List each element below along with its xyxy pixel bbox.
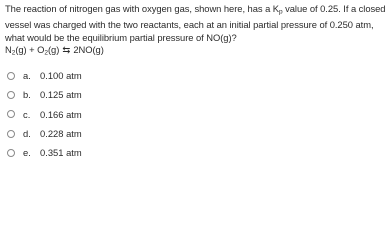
option-e[interactable] xyxy=(7,143,337,162)
question-line-1-text: The reaction of nitrogen gas with oxygen gas, shown here, has a K xyxy=(5,3,279,14)
equilibrium-arrow-icon: ⇆ xyxy=(62,45,71,57)
question-line-3: what would be the equilibrium partial pressure of NO(g)? xyxy=(5,31,237,43)
question-line-1 xyxy=(5,3,385,19)
radio-d[interactable] xyxy=(7,130,15,138)
option-e-letter: e. xyxy=(23,147,31,159)
radio-c[interactable] xyxy=(7,110,15,118)
reaction-equation xyxy=(5,44,349,60)
radio-e[interactable] xyxy=(7,149,15,157)
question-text xyxy=(5,3,385,60)
kp-subscript: p xyxy=(279,8,283,16)
question-line-2: vessel was charged with the two reactants, each at an initial partial pressure of 0.250 atm, xyxy=(5,19,374,31)
option-d-value: 0.228 atm xyxy=(40,128,82,140)
radio-a[interactable] xyxy=(7,72,15,80)
option-c-value: 0.166 atm xyxy=(40,108,82,120)
option-b-letter: b. xyxy=(23,89,31,101)
option-c[interactable] xyxy=(7,105,337,124)
question-line-1-tail: value of 0.25. If a closed xyxy=(282,3,385,14)
equation-o2-subscript: 2 xyxy=(44,49,48,57)
option-e-value: 0.351 atm xyxy=(40,147,82,159)
option-a[interactable] xyxy=(7,66,337,85)
option-d[interactable] xyxy=(7,124,337,143)
option-c-letter: c. xyxy=(23,108,31,120)
equation-product: 2NO(g) xyxy=(70,44,104,56)
equation-o2-state: (g) xyxy=(47,44,62,56)
equation-n2: N xyxy=(5,44,12,56)
option-a-value: 0.100 atm xyxy=(40,70,82,82)
answer-options xyxy=(7,66,337,162)
option-b[interactable] xyxy=(7,85,337,104)
option-b-value: 0.125 atm xyxy=(40,89,82,101)
radio-b[interactable] xyxy=(7,91,15,99)
equation-n2-subscript: 2 xyxy=(11,49,16,57)
option-a-letter: a. xyxy=(23,70,31,82)
option-d-letter: d. xyxy=(23,128,31,140)
equation-o2: (g) + O xyxy=(15,44,45,56)
